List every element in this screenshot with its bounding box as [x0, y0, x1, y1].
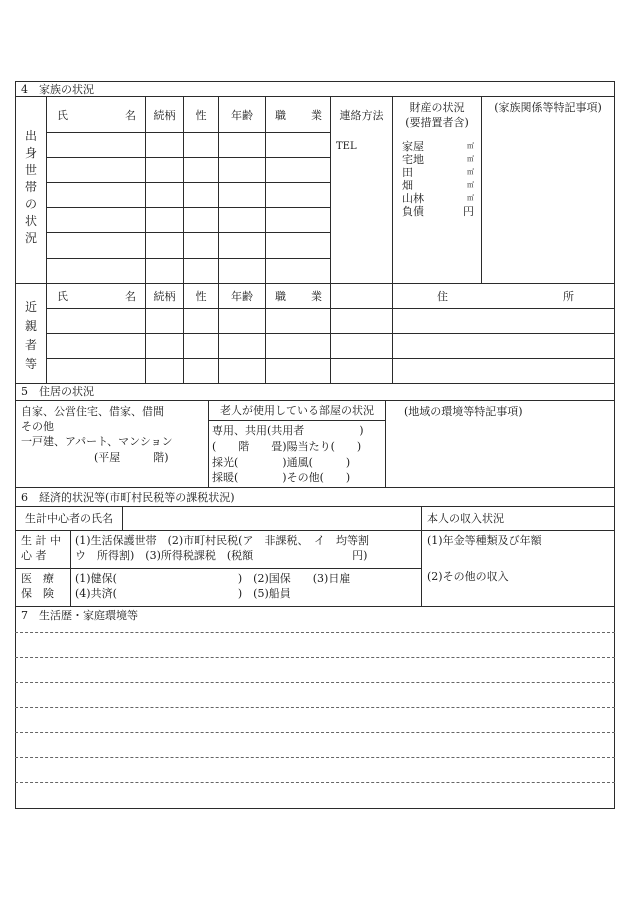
col-job-header: 職: [275, 290, 286, 303]
family-notes-header: (家族関係等特記事項): [494, 101, 602, 114]
rule: [122, 506, 123, 530]
rule: [70, 530, 71, 606]
rule: [481, 96, 482, 283]
income-item: (1)年金等種類及び年額: [427, 534, 542, 547]
rule: [15, 81, 615, 82]
col-property-header: 財産の状況: [409, 101, 465, 114]
section6-title: 6 経済的状況等(市町村民税等の課税状況): [21, 491, 235, 504]
environment-notes-header: (地域の環境等特記事項): [404, 405, 523, 418]
col-name-header: 名: [125, 290, 136, 303]
property-item: 山林 ㎡: [402, 192, 474, 205]
writing-line[interactable]: [15, 757, 615, 758]
writing-line[interactable]: [15, 632, 615, 633]
room-line: ( 階 畳)陽当たり( ): [212, 440, 362, 453]
col-job-header: 業: [311, 109, 322, 122]
rule: [385, 400, 386, 487]
property-item: 宅地 ㎡: [402, 153, 474, 166]
property-item: 家屋 ㎡: [402, 140, 474, 153]
insurance-line: (1)健保( ) (2)国保 (3)日雇: [75, 572, 351, 585]
col-contact-header: 連絡方法: [339, 109, 384, 122]
rule: [15, 383, 615, 384]
housing-line: 自家、公営住宅、借家、借間: [21, 405, 164, 418]
writing-line[interactable]: [15, 682, 615, 683]
col-name-header: 名: [125, 109, 136, 122]
col-job-header: 業: [311, 290, 322, 303]
rule: [15, 506, 615, 507]
rule: [46, 232, 331, 233]
rule: [614, 81, 615, 808]
medical-insurance-label: 医 療: [21, 572, 54, 585]
section5-title: 5 住居の状況: [21, 385, 94, 398]
rule: [265, 96, 266, 383]
rule: [392, 96, 393, 383]
household-head-name-label: 生計中心者の氏名: [25, 512, 113, 525]
rule: [15, 283, 615, 284]
property-item: 負債 円: [402, 205, 474, 218]
rule: [46, 258, 331, 259]
rule: [330, 96, 331, 383]
section7-title: 7 生活歴・家庭環境等: [21, 609, 138, 622]
col-age-header: 年齢: [231, 109, 253, 122]
col-job-header: 職: [275, 109, 286, 122]
rule: [46, 157, 331, 158]
relatives-label: 近 親 者 等: [24, 300, 37, 371]
household-head-label: 生 計 中: [21, 534, 61, 547]
rule: [46, 132, 331, 133]
col-age-header: 年齢: [231, 290, 253, 303]
rule: [15, 568, 421, 569]
col-property-subheader: (要措置者含): [405, 116, 469, 129]
rule: [15, 487, 615, 488]
property-item: 田 ㎡: [402, 166, 474, 179]
rule: [15, 530, 615, 531]
medical-insurance-label: 保 険: [21, 587, 54, 600]
col-relation-header: 続柄: [153, 290, 176, 303]
rule: [183, 96, 184, 383]
rule: [15, 96, 615, 97]
room-line: 採暖( )その他( ): [212, 471, 351, 484]
section4-title: 4 家族の状況: [21, 83, 94, 96]
col-address-header: 所: [563, 290, 574, 303]
col-sex-header: 性: [195, 109, 207, 122]
household-head-label: 心 者: [21, 549, 47, 562]
rule: [46, 182, 331, 183]
income-status-label: 本人の収入状況: [427, 512, 504, 525]
writing-line[interactable]: [15, 732, 615, 733]
rule: [15, 81, 16, 808]
rule: [46, 96, 47, 383]
origin-household-label: 出 身 世 帯 の 状 況: [24, 129, 37, 245]
rule: [208, 420, 385, 421]
housing-line: その他: [21, 420, 54, 433]
housing-line: 一戸建、アパート、マンション: [21, 435, 173, 448]
tel-label: TEL: [336, 141, 357, 152]
writing-line[interactable]: [15, 782, 615, 783]
room-line: 専用、共用(共用者 ): [212, 424, 364, 437]
col-relation-header: 続柄: [153, 109, 176, 122]
rule: [145, 96, 146, 383]
room-line: 採光( )通風( ): [212, 456, 351, 469]
writing-line[interactable]: [15, 657, 615, 658]
tax-status-line: ウ 所得割) (3)所得税課税 (税額 円): [75, 549, 368, 562]
writing-line[interactable]: [15, 707, 615, 708]
col-name-header: 氏: [57, 109, 68, 122]
property-item: 畑 ㎡: [402, 179, 474, 192]
col-sex-header: 性: [195, 290, 207, 303]
col-name-header: 氏: [57, 290, 68, 303]
income-item: (2)その他の収入: [427, 570, 509, 583]
rule: [46, 207, 331, 208]
rule: [15, 606, 615, 607]
rule: [218, 96, 219, 383]
rule: [15, 400, 615, 401]
rule: [15, 808, 615, 809]
rule: [421, 506, 422, 606]
insurance-line: (4)共済( ) (5)船員: [75, 587, 291, 600]
property-list: [402, 140, 474, 218]
housing-line: (平屋 階): [94, 451, 169, 464]
col-address-header: 住: [437, 290, 448, 303]
tax-status-line: (1)生活保護世帯 (2)市町村民税(ア 非課税、 イ 均等割: [75, 534, 369, 547]
room-status-header: 老人が使用している部屋の状況: [220, 404, 374, 417]
